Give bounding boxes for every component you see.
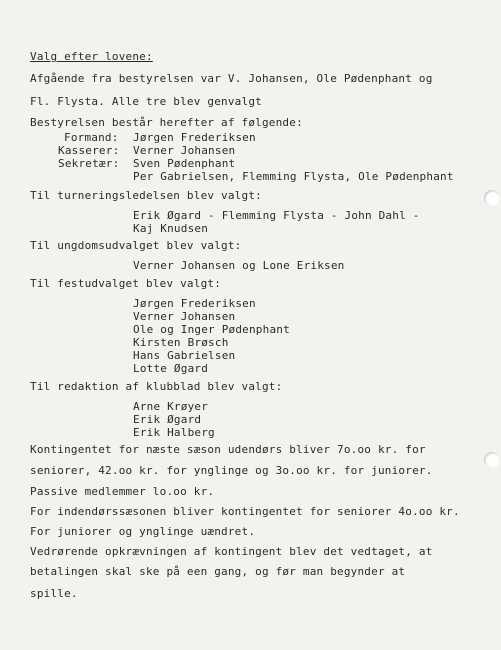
board-role: Formand: (64, 131, 119, 144)
text-line: seniorer, 42.oo kr. for ynglinge og 3o.oo kr. for juniorer. (30, 464, 433, 477)
text-line: For indendørssæsonen bliver kontingentet for seniorer 4o.oo kr. (30, 505, 460, 518)
party-member: Kirsten Brøsch (133, 336, 229, 349)
board-role: Sekretær: (58, 157, 120, 170)
text-line: Vedrørende opkrævningen af kontingent blev det vedtaget, at (30, 545, 433, 558)
text-line: For juniorer og ynglinge uændret. (30, 525, 256, 538)
text-line: Kontingentet for næste sæson udendørs bliver 7o.oo kr. for (30, 443, 426, 456)
text-line: betalingen skal ske på een gang, og før man begynder at (30, 565, 406, 578)
text-line: Til festudvalget blev valgt: (30, 277, 222, 290)
text-line: Verner Johansen og Lone Eriksen (133, 259, 345, 272)
text-line: spille. (30, 587, 78, 600)
party-member: Ole og Inger Pødenphant (133, 323, 290, 336)
text-line: Kaj Knudsen (133, 222, 209, 235)
punch-hole-bottom (484, 452, 500, 468)
board-name: Verner Johansen (133, 144, 236, 157)
text-line: Fl. Flysta. Alle tre blev genvalgt (30, 95, 262, 108)
punch-hole-top (484, 190, 500, 206)
party-member: Hans Gabrielsen (133, 349, 236, 362)
text-line: Bestyrelsen består herefter af følgende: (30, 116, 303, 129)
text-line: Afgående fra bestyrelsen var V. Johansen, Ole Pødenphant og (30, 72, 433, 85)
text-line: Til ungdomsudvalget blev valgt: (30, 239, 242, 252)
board-role: Kasserer: (58, 144, 120, 157)
text-line: Til redaktion af klubblad blev valgt: (30, 380, 283, 393)
editorial-member: Erik Halberg (133, 426, 215, 439)
board-name: Per Gabrielsen, Flemming Flysta, Ole Pødenphant (133, 170, 454, 183)
text-line: Passive medlemmer lo.oo kr. (30, 485, 215, 498)
board-name: Jørgen Frederiksen (133, 131, 256, 144)
editorial-member: Erik Øgard (133, 413, 202, 426)
editorial-member: Arne Krøyer (133, 400, 209, 413)
text-line: Til turneringsledelsen blev valgt: (30, 189, 262, 202)
section-heading: Valg efter lovene: (30, 50, 153, 63)
board-name: Sven Pødenphant (133, 157, 236, 170)
party-member: Jørgen Frederiksen (133, 297, 256, 310)
text-line: Erik Øgard - Flemming Flysta - John Dahl - (133, 209, 420, 222)
party-member: Lotte Øgard (133, 362, 209, 375)
party-member: Verner Johansen (133, 310, 236, 323)
